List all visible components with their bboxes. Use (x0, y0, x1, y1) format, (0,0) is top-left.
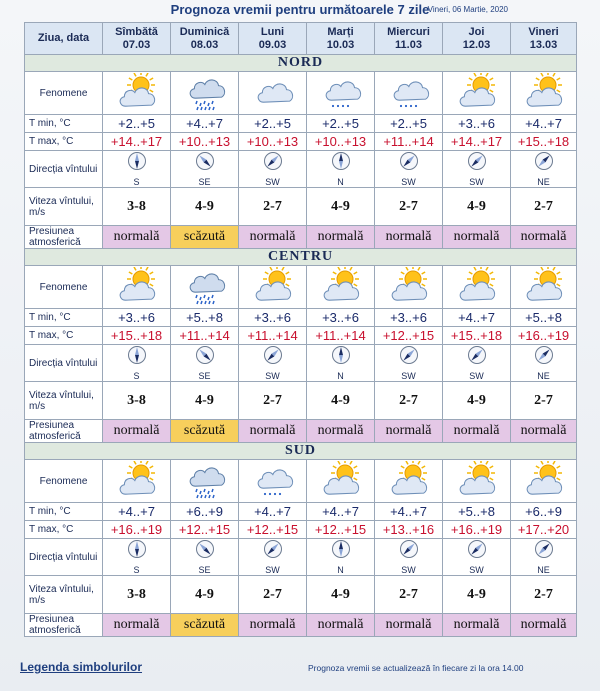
phenomena-cell (375, 460, 443, 503)
tmin-value: +5..+8 (171, 309, 239, 327)
wind-direction-text: SW (469, 371, 484, 381)
wind-speed-value: 3-8 (103, 382, 171, 420)
wind-direction (171, 151, 238, 187)
pressure-row (25, 420, 577, 443)
wind-speed-value: 3-8 (103, 576, 171, 614)
wind-speed-value: 2-7 (511, 576, 577, 614)
tmax-value: +15..+18 (511, 133, 577, 151)
tmin-label: T min, °C (25, 309, 103, 327)
phenomena-cell (307, 460, 375, 503)
pressure-label: Presiunea atmosferică (25, 420, 103, 443)
compass-icon (399, 539, 419, 564)
compass-icon (195, 345, 215, 370)
tmin-value: +3..+6 (103, 309, 171, 327)
phenomena-cell (375, 72, 443, 115)
wind-direction-row (25, 151, 577, 188)
wind-direction (375, 151, 442, 187)
wind-direction (443, 345, 510, 381)
wind-direction-cell (443, 345, 511, 382)
tmax-value: +14..+17 (443, 133, 511, 151)
pressure-value: normală (239, 614, 307, 637)
pressure-value: scăzută (171, 420, 239, 443)
pressure-value: normală (103, 614, 171, 637)
day-date: 10.03 (326, 38, 355, 51)
wind-direction-cell (239, 345, 307, 382)
pressure-value: normală (103, 420, 171, 443)
cloud-rain-icon (171, 267, 238, 307)
wind-direction (375, 539, 442, 575)
tmax-label: T max, °C (25, 133, 103, 151)
day-name: Marți (327, 25, 354, 38)
wind-speed-value: 2-7 (239, 188, 307, 226)
wind-direction-label: Direcția vîntului (25, 151, 103, 188)
wind-direction-text: SW (265, 371, 280, 381)
cloud-snow-light-icon (239, 461, 306, 501)
tmax-value: +11..+14 (307, 327, 375, 345)
tmax-value: +13..+16 (375, 521, 443, 539)
region-row (25, 443, 577, 460)
phenomena-row (25, 266, 577, 309)
day-header (375, 23, 443, 55)
tmin-value: +5..+8 (511, 309, 577, 327)
wind-direction-text: S (133, 177, 140, 187)
wind-direction (171, 345, 238, 381)
tmax-value: +14..+17 (103, 133, 171, 151)
header-row (25, 23, 577, 55)
partly-cloudy-icon (375, 461, 442, 501)
wind-direction (171, 539, 238, 575)
compass-icon (127, 345, 147, 370)
wind-speed-label: Viteza vîntului, m/s (25, 188, 103, 226)
pressure-value: normală (103, 226, 171, 249)
wind-direction (511, 345, 576, 381)
phenomena-cell (511, 266, 577, 309)
wind-direction-cell (511, 345, 577, 382)
pressure-value: normală (375, 226, 443, 249)
pressure-value: normală (307, 614, 375, 637)
wind-direction-cell (239, 151, 307, 188)
wind-direction-cell (103, 151, 171, 188)
day-date-header: Ziua, data (25, 23, 103, 55)
wind-speed-value: 2-7 (239, 576, 307, 614)
wind-direction-text: SW (469, 177, 484, 187)
tmax-value: +10..+13 (239, 133, 307, 151)
phenomena-cell (171, 266, 239, 309)
pressure-label: Presiunea atmosferică (25, 614, 103, 637)
wind-direction (307, 539, 374, 575)
day-date: 12.03 (462, 38, 491, 51)
wind-speed-value: 2-7 (511, 188, 577, 226)
wind-speed-label: Viteza vîntului, m/s (25, 382, 103, 420)
compass-icon (534, 539, 554, 564)
wind-direction-cell (375, 151, 443, 188)
partly-cloudy-icon (239, 267, 306, 307)
tmin-row (25, 309, 577, 327)
tmin-value: +3..+6 (307, 309, 375, 327)
pressure-row (25, 614, 577, 637)
update-note: Prognoza vremii se actualizează în fiecare zi la ora 14.00 (308, 663, 524, 673)
compass-icon (127, 151, 147, 176)
tmax-row (25, 521, 577, 539)
wind-speed-row (25, 576, 577, 614)
phenomena-label: Fenomene (25, 460, 103, 503)
tmax-value: +10..+13 (307, 133, 375, 151)
wind-direction-text: N (337, 565, 344, 575)
compass-icon (467, 539, 487, 564)
wind-speed-value: 4-9 (171, 188, 239, 226)
wind-speed-value: 4-9 (443, 382, 511, 420)
compass-icon (127, 539, 147, 564)
compass-icon (263, 345, 283, 370)
forecast-table (24, 22, 577, 637)
wind-speed-value: 2-7 (375, 382, 443, 420)
day-name: Vineri (528, 25, 559, 38)
wind-direction-text: SE (198, 177, 211, 187)
pressure-value: normală (511, 420, 577, 443)
wind-direction-text: SW (469, 565, 484, 575)
phenomena-cell (171, 460, 239, 503)
compass-icon (195, 539, 215, 564)
day-header (511, 23, 577, 55)
partly-cloudy-icon (511, 73, 576, 113)
wind-speed-row (25, 188, 577, 226)
wind-direction (511, 539, 576, 575)
overcast-icon (239, 73, 306, 113)
compass-icon (331, 151, 351, 176)
pressure-value: normală (307, 420, 375, 443)
wind-speed-value: 4-9 (307, 188, 375, 226)
wind-direction-cell (443, 151, 511, 188)
tmax-value: +16..+19 (511, 327, 577, 345)
tmax-value: +15..+18 (443, 327, 511, 345)
tmin-value: +6..+9 (511, 503, 577, 521)
wind-direction-text: SE (198, 371, 211, 381)
pressure-value: scăzută (171, 614, 239, 637)
day-name: Joi (468, 25, 485, 38)
symbol-legend-link[interactable]: Legenda simbolurilor (20, 660, 143, 674)
cloud-snow-light-icon (307, 73, 374, 113)
day-name: Duminică (179, 25, 230, 38)
phenomena-cell (375, 266, 443, 309)
tmin-row (25, 115, 577, 133)
phenomena-cell (443, 460, 511, 503)
wind-direction-cell (307, 539, 375, 576)
wind-speed-value: 3-8 (103, 188, 171, 226)
tmax-value: +12..+15 (171, 521, 239, 539)
partly-cloudy-icon (443, 73, 510, 113)
wind-speed-value: 2-7 (375, 188, 443, 226)
tmax-label: T max, °C (25, 521, 103, 539)
wind-direction-text: NE (537, 177, 550, 187)
tmin-value: +4..+7 (171, 115, 239, 133)
region-name: NORD (25, 55, 577, 72)
region-name: SUD (25, 443, 577, 460)
issue-date: Vineri, 06 Martie, 2020 (427, 5, 508, 14)
day-date: 13.03 (529, 38, 558, 51)
wind-speed-value: 2-7 (511, 382, 577, 420)
wind-direction (103, 345, 170, 381)
wind-direction (307, 151, 374, 187)
compass-icon (467, 151, 487, 176)
wind-direction-text: N (337, 371, 344, 381)
phenomena-cell (103, 72, 171, 115)
day-header (443, 23, 511, 55)
pressure-value: scăzută (171, 226, 239, 249)
tmin-value: +4..+7 (103, 503, 171, 521)
wind-direction-cell (103, 345, 171, 382)
phenomena-cell (443, 72, 511, 115)
tmin-value: +4..+7 (239, 503, 307, 521)
wind-speed-value: 2-7 (239, 382, 307, 420)
compass-icon (195, 151, 215, 176)
compass-icon (263, 151, 283, 176)
wind-direction-text: NE (537, 371, 550, 381)
tmin-label: T min, °C (25, 115, 103, 133)
wind-direction-text: NE (537, 565, 550, 575)
day-date: 07.03 (122, 38, 151, 51)
tmin-label: T min, °C (25, 503, 103, 521)
day-header (103, 23, 171, 55)
wind-direction-text: SW (401, 177, 416, 187)
tmax-value: +11..+14 (171, 327, 239, 345)
phenomena-row (25, 460, 577, 503)
tmin-value: +3..+6 (443, 115, 511, 133)
phenomena-cell (511, 72, 577, 115)
partly-cloudy-icon (307, 267, 374, 307)
phenomena-label: Fenomene (25, 72, 103, 115)
wind-direction-cell (375, 345, 443, 382)
wind-direction-text: SW (265, 177, 280, 187)
day-date: 08.03 (190, 38, 219, 51)
day-name: Sîmbătă (115, 25, 158, 38)
wind-direction (103, 151, 170, 187)
pressure-value: normală (239, 420, 307, 443)
pressure-label: Presiunea atmosferică (25, 226, 103, 249)
wind-direction (239, 151, 306, 187)
region-row (25, 55, 577, 72)
tmin-row (25, 503, 577, 521)
partly-cloudy-icon (375, 267, 442, 307)
day-header (307, 23, 375, 55)
phenomena-cell (103, 460, 171, 503)
region-row (25, 249, 577, 266)
wind-direction-cell (171, 539, 239, 576)
wind-direction-text: N (337, 177, 344, 187)
tmin-value: +2..+5 (307, 115, 375, 133)
phenomena-cell (239, 460, 307, 503)
wind-direction-cell (171, 345, 239, 382)
partly-cloudy-icon (103, 461, 170, 501)
phenomena-cell (103, 266, 171, 309)
tmin-value: +2..+5 (103, 115, 171, 133)
tmax-value: +10..+13 (171, 133, 239, 151)
wind-direction-cell (307, 345, 375, 382)
tmax-value: +16..+19 (103, 521, 171, 539)
wind-direction-cell (375, 539, 443, 576)
wind-speed-value: 4-9 (307, 382, 375, 420)
day-header (171, 23, 239, 55)
phenomena-cell (239, 266, 307, 309)
tmax-label: T max, °C (25, 327, 103, 345)
tmax-value: +11..+14 (375, 133, 443, 151)
wind-speed-value: 4-9 (171, 382, 239, 420)
partly-cloudy-icon (443, 461, 510, 501)
partly-cloudy-icon (103, 267, 170, 307)
wind-direction-label: Direcția vîntului (25, 345, 103, 382)
wind-direction-text: SE (198, 565, 211, 575)
compass-icon (534, 345, 554, 370)
cloud-rain-icon (171, 461, 238, 501)
cloud-snow-light-icon (375, 73, 442, 113)
compass-icon (331, 345, 351, 370)
tmin-value: +6..+9 (171, 503, 239, 521)
tmin-value: +4..+7 (511, 115, 577, 133)
day-name: Miercuri (387, 25, 430, 38)
compass-icon (467, 345, 487, 370)
wind-direction-text: SW (265, 565, 280, 575)
tmin-value: +4..+7 (307, 503, 375, 521)
region-name: CENTRU (25, 249, 577, 266)
wind-direction-cell (443, 539, 511, 576)
partly-cloudy-icon (443, 267, 510, 307)
phenomena-cell (171, 72, 239, 115)
pressure-value: normală (307, 226, 375, 249)
pressure-value: normală (511, 226, 577, 249)
wind-direction-cell (103, 539, 171, 576)
tmax-value: +12..+15 (375, 327, 443, 345)
wind-direction-row (25, 345, 577, 382)
tmax-row (25, 133, 577, 151)
pressure-value: normală (375, 614, 443, 637)
wind-direction-cell (511, 151, 577, 188)
partly-cloudy-icon (307, 461, 374, 501)
tmax-value: +16..+19 (443, 521, 511, 539)
wind-speed-label: Viteza vîntului, m/s (25, 576, 103, 614)
day-date: 09.03 (258, 38, 287, 51)
tmin-value: +2..+5 (239, 115, 307, 133)
wind-direction (443, 151, 510, 187)
wind-speed-value: 4-9 (307, 576, 375, 614)
wind-direction-text: S (133, 565, 140, 575)
pressure-row (25, 226, 577, 249)
wind-direction (239, 539, 306, 575)
phenomena-cell (307, 266, 375, 309)
pressure-value: normală (239, 226, 307, 249)
phenomena-cell (307, 72, 375, 115)
day-date: 11.03 (395, 38, 422, 51)
wind-direction (443, 539, 510, 575)
pressure-value: normală (375, 420, 443, 443)
pressure-value: normală (443, 226, 511, 249)
wind-direction (511, 151, 576, 187)
partly-cloudy-icon (511, 461, 576, 501)
wind-direction-text: SW (401, 371, 416, 381)
phenomena-cell (443, 266, 511, 309)
tmax-value: +12..+15 (307, 521, 375, 539)
phenomena-cell (511, 460, 577, 503)
wind-direction (375, 345, 442, 381)
wind-speed-value: 4-9 (443, 188, 511, 226)
tmax-value: +17..+20 (511, 521, 577, 539)
compass-icon (263, 539, 283, 564)
wind-speed-row (25, 382, 577, 420)
cloud-rain-icon (171, 73, 238, 113)
tmin-value: +4..+7 (443, 309, 511, 327)
wind-speed-value: 2-7 (375, 576, 443, 614)
pressure-value: normală (443, 614, 511, 637)
page-title: Prognoza vremii pentru următoarele 7 zile (170, 2, 430, 17)
day-header (239, 23, 307, 55)
phenomena-cell (239, 72, 307, 115)
tmin-value: +4..+7 (375, 503, 443, 521)
tmax-row (25, 327, 577, 345)
partly-cloudy-icon (103, 73, 170, 113)
wind-direction-cell (239, 539, 307, 576)
tmax-value: +11..+14 (239, 327, 307, 345)
wind-direction-row (25, 539, 577, 576)
tmin-value: +3..+6 (375, 309, 443, 327)
compass-icon (399, 345, 419, 370)
wind-direction-cell (511, 539, 577, 576)
wind-direction (239, 345, 306, 381)
pressure-value: normală (443, 420, 511, 443)
wind-speed-value: 4-9 (171, 576, 239, 614)
compass-icon (399, 151, 419, 176)
compass-icon (534, 151, 554, 176)
tmin-value: +2..+5 (375, 115, 443, 133)
wind-speed-value: 4-9 (443, 576, 511, 614)
partly-cloudy-icon (511, 267, 576, 307)
compass-icon (331, 539, 351, 564)
tmin-value: +5..+8 (443, 503, 511, 521)
wind-direction-cell (171, 151, 239, 188)
wind-direction-text: S (133, 371, 140, 381)
wind-direction-label: Direcția vîntului (25, 539, 103, 576)
phenomena-row (25, 72, 577, 115)
wind-direction-cell (307, 151, 375, 188)
tmax-value: +15..+18 (103, 327, 171, 345)
day-name: Luni (260, 25, 285, 38)
wind-direction (307, 345, 374, 381)
tmax-value: +12..+15 (239, 521, 307, 539)
pressure-value: normală (511, 614, 577, 637)
phenomena-label: Fenomene (25, 266, 103, 309)
wind-direction (103, 539, 170, 575)
tmin-value: +3..+6 (239, 309, 307, 327)
wind-direction-text: SW (401, 565, 416, 575)
